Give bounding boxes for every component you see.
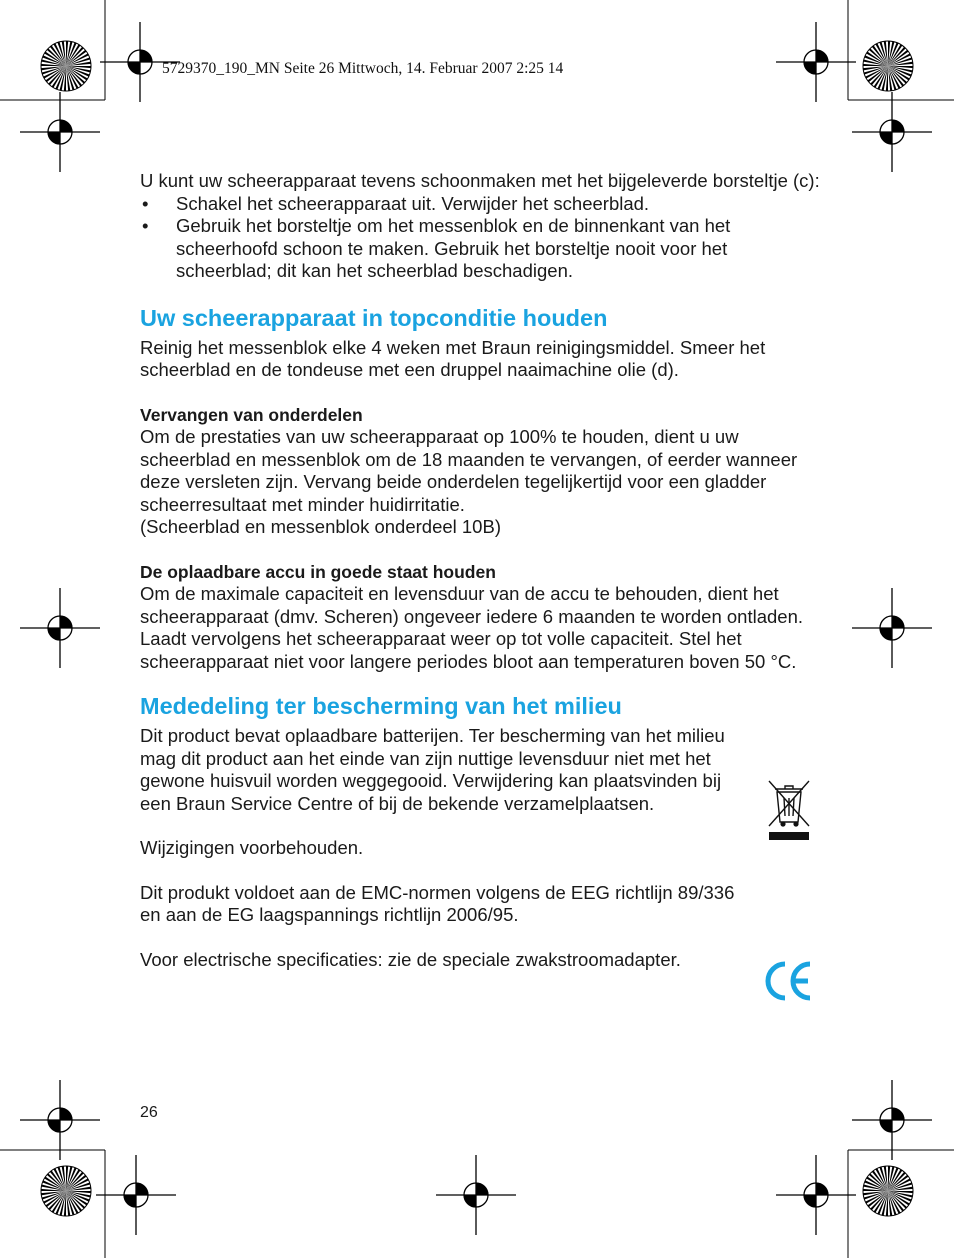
changes-notice: Wijzigingen voorbehouden.	[140, 837, 364, 858]
color-starburst-icon	[862, 40, 914, 97]
page-number: 26	[140, 1104, 158, 1121]
intro-text: U kunt uw scheerapparaat tevens schoonmaken met het bijgeleverde borsteltje (c):	[140, 170, 820, 191]
registration-mark-icon	[20, 92, 100, 172]
registration-mark-icon	[776, 1155, 856, 1235]
battery-subheading: De oplaadbare accu in goede staat houden	[140, 561, 496, 582]
registration-mark-icon	[20, 588, 100, 668]
section-heading-milieu: Mededeling ter bescherming van het milieu	[140, 693, 622, 719]
registration-mark-icon	[436, 1155, 516, 1235]
section-heading-topconditie: Uw scheerapparaat in topconditie houden	[140, 304, 608, 331]
print-info-header: 5729370_190_MN Seite 26 Mittwoch, 14. Februar 2007 2:25 14	[162, 60, 564, 77]
environment-text: Dit product bevat oplaadbare batterijen. Ter bescherming van het milieu mag dit product aan het einde van zijn nuttige levensduur niet met het gewone huisvuil worden weggegooid. Verwijdering kan plaatsvinden bij een Braun Service Centre of bij de bekende verzamelplaatsen.	[140, 725, 725, 814]
battery-text: Om de maximale capaciteit en levensduur van de accu te behouden, dient het scheerapparaat (dmv. Scheren) ongeveer iedere 6 maanden te worden ontladen. Laadt vervolgens het scheerapparaat weer op tot volle capaciteit. Stel het scheerapparaat niet voor langere periodes bloot aan temperaturen boven 50 °C.	[140, 583, 803, 672]
color-starburst-icon	[40, 1165, 92, 1222]
registration-mark-icon	[776, 22, 856, 102]
parts-reference: (Scheerblad en messenblok onderdeel 10B)	[140, 516, 501, 537]
registration-mark-icon	[20, 1080, 100, 1160]
parts-text: Om de prestaties van uw scheerapparaat op 100% te houden, dient u uw scheerblad en messenblok om de 18 maanden te vervangen, of eerder wanneer deze versleten zijn. Vervang beide onderdelen tegelijkertijd voor een gladder scheerresultaat met minder huidirritatie.	[140, 426, 798, 515]
intro-bullet-list	[140, 193, 820, 283]
parts-subheading: Vervangen van onderdelen	[140, 404, 363, 425]
main-content	[140, 170, 820, 971]
registration-mark-icon	[96, 1155, 176, 1235]
registration-mark-icon	[852, 1080, 932, 1160]
cleaning-text: Reinig het messenblok elke 4 weken met Braun reinigingsmiddel. Smeer het scheerblad en de tondeuse met een druppel naaimachine olie (d).	[140, 336, 766, 380]
electrical-spec-text: Voor electrische specificaties: zie de speciale zwakstroomadapter.	[140, 948, 681, 970]
list-item: • Gebruik het borsteltje om het messenblok en de binnenkant van het scheerhoofd schoon te maken. Gebruik het borsteltje nooit voor het scheerblad; dit kan het scheerblad beschadigen.	[140, 215, 820, 283]
ce-mark-icon	[764, 958, 814, 1004]
color-starburst-icon	[862, 1165, 914, 1222]
list-item: • Schakel het scheerapparaat uit. Verwijder het scheerblad.	[140, 193, 820, 216]
emc-text: Dit produkt voldoet aan de EMC-normen volgens de EEG richtlijn 89/336 en aan de EG laagspannings richtlijn 2006/95.	[140, 881, 735, 925]
registration-mark-icon	[852, 588, 932, 668]
registration-mark-icon	[852, 92, 932, 172]
color-starburst-icon	[40, 40, 92, 97]
weee-crossed-bin-icon	[766, 778, 812, 844]
